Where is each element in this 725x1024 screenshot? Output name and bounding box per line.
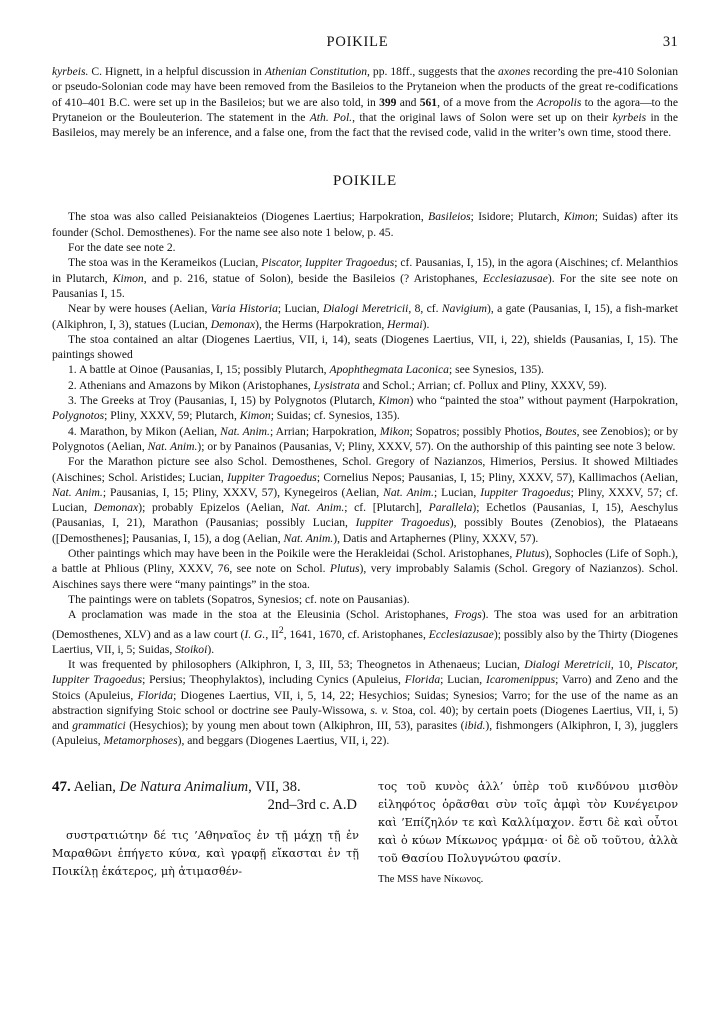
- paragraph-location: The stoa was in the Kerameikos (Lucian, Piscator, Iuppiter Tragoedus; cf. Pausanias, I, 15), in the agora (Aischines; cf. Melanthios in Plutarch, Kimon, and p. 216, statue of Solon), beside the Basileios (? Aristophanes, Ecclesiazusae). For the site see note on Pausanias I, 15.: [52, 256, 678, 300]
- entry-right-column: [378, 778, 678, 885]
- paragraph-philosophers: It was frequented by philosophers (Alkiphron, I, 3, III, 53; Theognetos in Athenaeus; Lucian, Dialogi Meretricii, 10, Piscator, Iuppiter Tragoedus; Persius; Theophylaktos), including Cynics (Apuleius, Florida; Lucian, Icaromenippus; Varro) and Zeno and the Stoics (Apuleius, Florida; Diogenes Laertius, VII, i, 5, 14, 22; Hesychios; Suidas; Synesios; Varro; for the use of the name as an abstraction signifying Stoic school or doctrine see Pauly-Wissowa, s. v. Stoa, col. 40); by certain poets (Diogenes Laertius, VII, i, 5) and grammatici (Hesychios); by young men about town (Alkiphron, III, 53), parasites (ibid.), fishmongers (Alkiphron, I, 3), jugglers (Apuleius, Metamorphoses), and beggars (Diogenes Laertius, VII, i, 22).: [52, 657, 679, 748]
- entry-source-line: 47. Aelian, De Natura Animalium, VII, 38.: [52, 778, 301, 795]
- paragraph-tablets: The paintings were on tablets (Sopatros, Synesios; cf. note on Pausanias).: [68, 592, 410, 606]
- manuscript-note: The MSS have Νίκωνος.: [378, 873, 484, 885]
- painting-item-3: 3. The Greeks at Troy (Pausanias, I, 15) by Polygnotos (Plutarch, Kimon) who “painted the stoa” without payment (Harpokration, Polygnotos; Pliny, XXXV, 59; Plutarch, Kimon; Suidas; cf. Synesios, 135).: [52, 394, 678, 423]
- paragraph-other-paintings: Other paintings which may have been in the Poikile were the Herakleidai (Schol. Aristophanes, Plutus), Sophocles (Life of Soph.), a battle at Phlious (Pliny, XXXV, 76, see note on Schol. Plutus), very improbably Salamis (Schol. Gregory of Nazianzos). Schol. Aischines says there were “many paintings” in the stoa.: [52, 547, 679, 591]
- entry-date: 2nd–3rd c. A.D: [267, 796, 357, 813]
- paragraph-marathon: For the Marathon picture see also Schol. Demosthenes, Schol. Gregory of Nazianzos, Himerios, Persius. It showed Miltiades (Aischines; Schol. Aristides; Lucian, Iuppiter Tragoedus; Cornelius Nepos; Pausanias, I, 15; Pliny, XXXV, 57), Kallimachos (Aelian, Nat. Anim.; Pausanias, I, 15; Pliny, XXXV, 57), Kynegeiros (Aelian, Nat. Anim.; Lucian, Iuppiter Tragoedus; Pliny, XXXV, 57; cf. Lucian, Demonax); probably Epizelos (Aelian, Nat. Anim.; cf. [Plutarch], Parallela); Echetlos (Pausanias, I, 15), Aeschylus (Pausanias, I, 21), Marathon (Pausanias; possibly Lucian, Iuppiter Tragoedus), possibly Boutes (Zenobios), the Plataeans ([Demosthenes]; Pausanias, I, 15), a dog (Aelian, Nat. Anim.), Datis and Artaphernes (Pliny, XXXV, 57).: [52, 455, 678, 545]
- entry-left-column: [52, 778, 359, 885]
- running-header: [52, 34, 678, 64]
- page: [52, 34, 678, 885]
- paragraph-date: For the date see note 2.: [68, 241, 176, 255]
- painting-item-2: 2. Athenians and Amazons by Mikon (Aristophanes, Lysistrata and Schol.; Arrian; cf. Pollux and Pliny, XXXV, 59).: [68, 378, 607, 392]
- greek-text-left: συστρατιώτην δέ τις ’Αθηναῖος ἐν τῇ μάχῃ τῇ ἐν Μαραθῶνι ἐπήγετο κύνα, καὶ γραφῇ εἴκασται ἐν τῇ Ποικίλῃ ἑκάτερος, μὴ ἀτιμασθέν-: [52, 828, 359, 878]
- continued-paragraph: kyrbeis. C. Hignett, in a helpful discussion in Athenian Constitution, pp. 18ff., suggests that the axones recording the pre-410 Solonian or pseudo-Solonian code may have been removed from the Basileios to the Prytaneion when the products of the great re-codifications of 410–401 B.C. were set up in the Basileios; but we are also told, in 399 and 561, of a move from the Acropolis to the agora—to the Prytaneion or the Bouleuterion. The statement in the Ath. Pol., that the original laws of Solon were set up on their kyrbeis in the Basileios, may merely be an inference, and a false one, from the fact that the revised code, valid in the writer’s own time, stood there.: [52, 65, 678, 140]
- source-entry-47: [52, 778, 678, 885]
- section-title: POIKILE: [333, 173, 397, 190]
- running-title: POIKILE: [326, 34, 389, 50]
- paragraph-name: The stoa was also called Peisianakteios (Diogenes Laertius; Harpokration, Basileios; Isidore; Plutarch, Kimon; Suidas) after its founder (Schol. Demosthenes). For the name see also note 1 below, p. 45.: [52, 210, 678, 239]
- painting-item-1: 1. A battle at Oinoe (Pausanias, I, 15; possibly Plutarch, Apophthegmata Laconica; see Synesios, 135).: [68, 363, 544, 377]
- painting-item-4: 4. Marathon, by Mikon (Aelian, Nat. Anim.; Arrian; Harpokration, Mikon; Sopatros; possibly Photios, Boutes, see Zenobios); or by Polygnotos (Aelian, Nat. Anim.); or by Panainos (Pausanias, V; Pliny, XXXV, 57). On the authorship of this painting see note 3 below.: [52, 424, 678, 453]
- paragraph-proclamation: A proclamation was made in the stoa at the Eleusinia (Schol. Aristophanes, Frogs). The stoa was used for an arbitration (Demosthenes, XLV) and as a law court (I. G., $II^2$, 1641, 1670, cf. Aristophanes, Ecclesiazusae); possibly also by the Thirty (Diogenes Laertius, VII, i, 5; Suidas, Stoikoi).: [52, 608, 679, 656]
- paragraph-nearby: Near by were houses (Aelian, Varia Historia; Lucian, Dialogi Meretricii, 8, cf. Navigium), a gate (Pausanias, I, 15), a fish-market (Alkiphron, I, 3), statues (Lucian, Demonax), the Herms (Harpokration, Hermai).: [52, 302, 678, 331]
- paragraph-contents: The stoa contained an altar (Diogenes Laertius, VII, i, 14), seats (Diogenes Laertius, VII, i, 22), shields (Pausanias, I, 15). The paintings showed: [52, 332, 678, 362]
- greek-text-right: τος τοῦ κυνὸς ἀλλ’ ὑπὲρ τοῦ κινδύνου μισθὸν εἰληφότος ὁρᾶσθαι σὺν τοῖς ἀμφὶ τὸν Κυνέγειρον καὶ ’Επίζηλόν τε καὶ Καλλίμαχον. ἔστι δὲ καὶ οὗτοι καὶ ὁ κύων Μίκωνος γράμμα· οἱ δὲ οὔ τοῦτου, ἀλλὰ τοῦ Θασίου Πολυγνώτου φασίν.: [378, 779, 678, 865]
- page-number: 31: [662, 34, 678, 50]
